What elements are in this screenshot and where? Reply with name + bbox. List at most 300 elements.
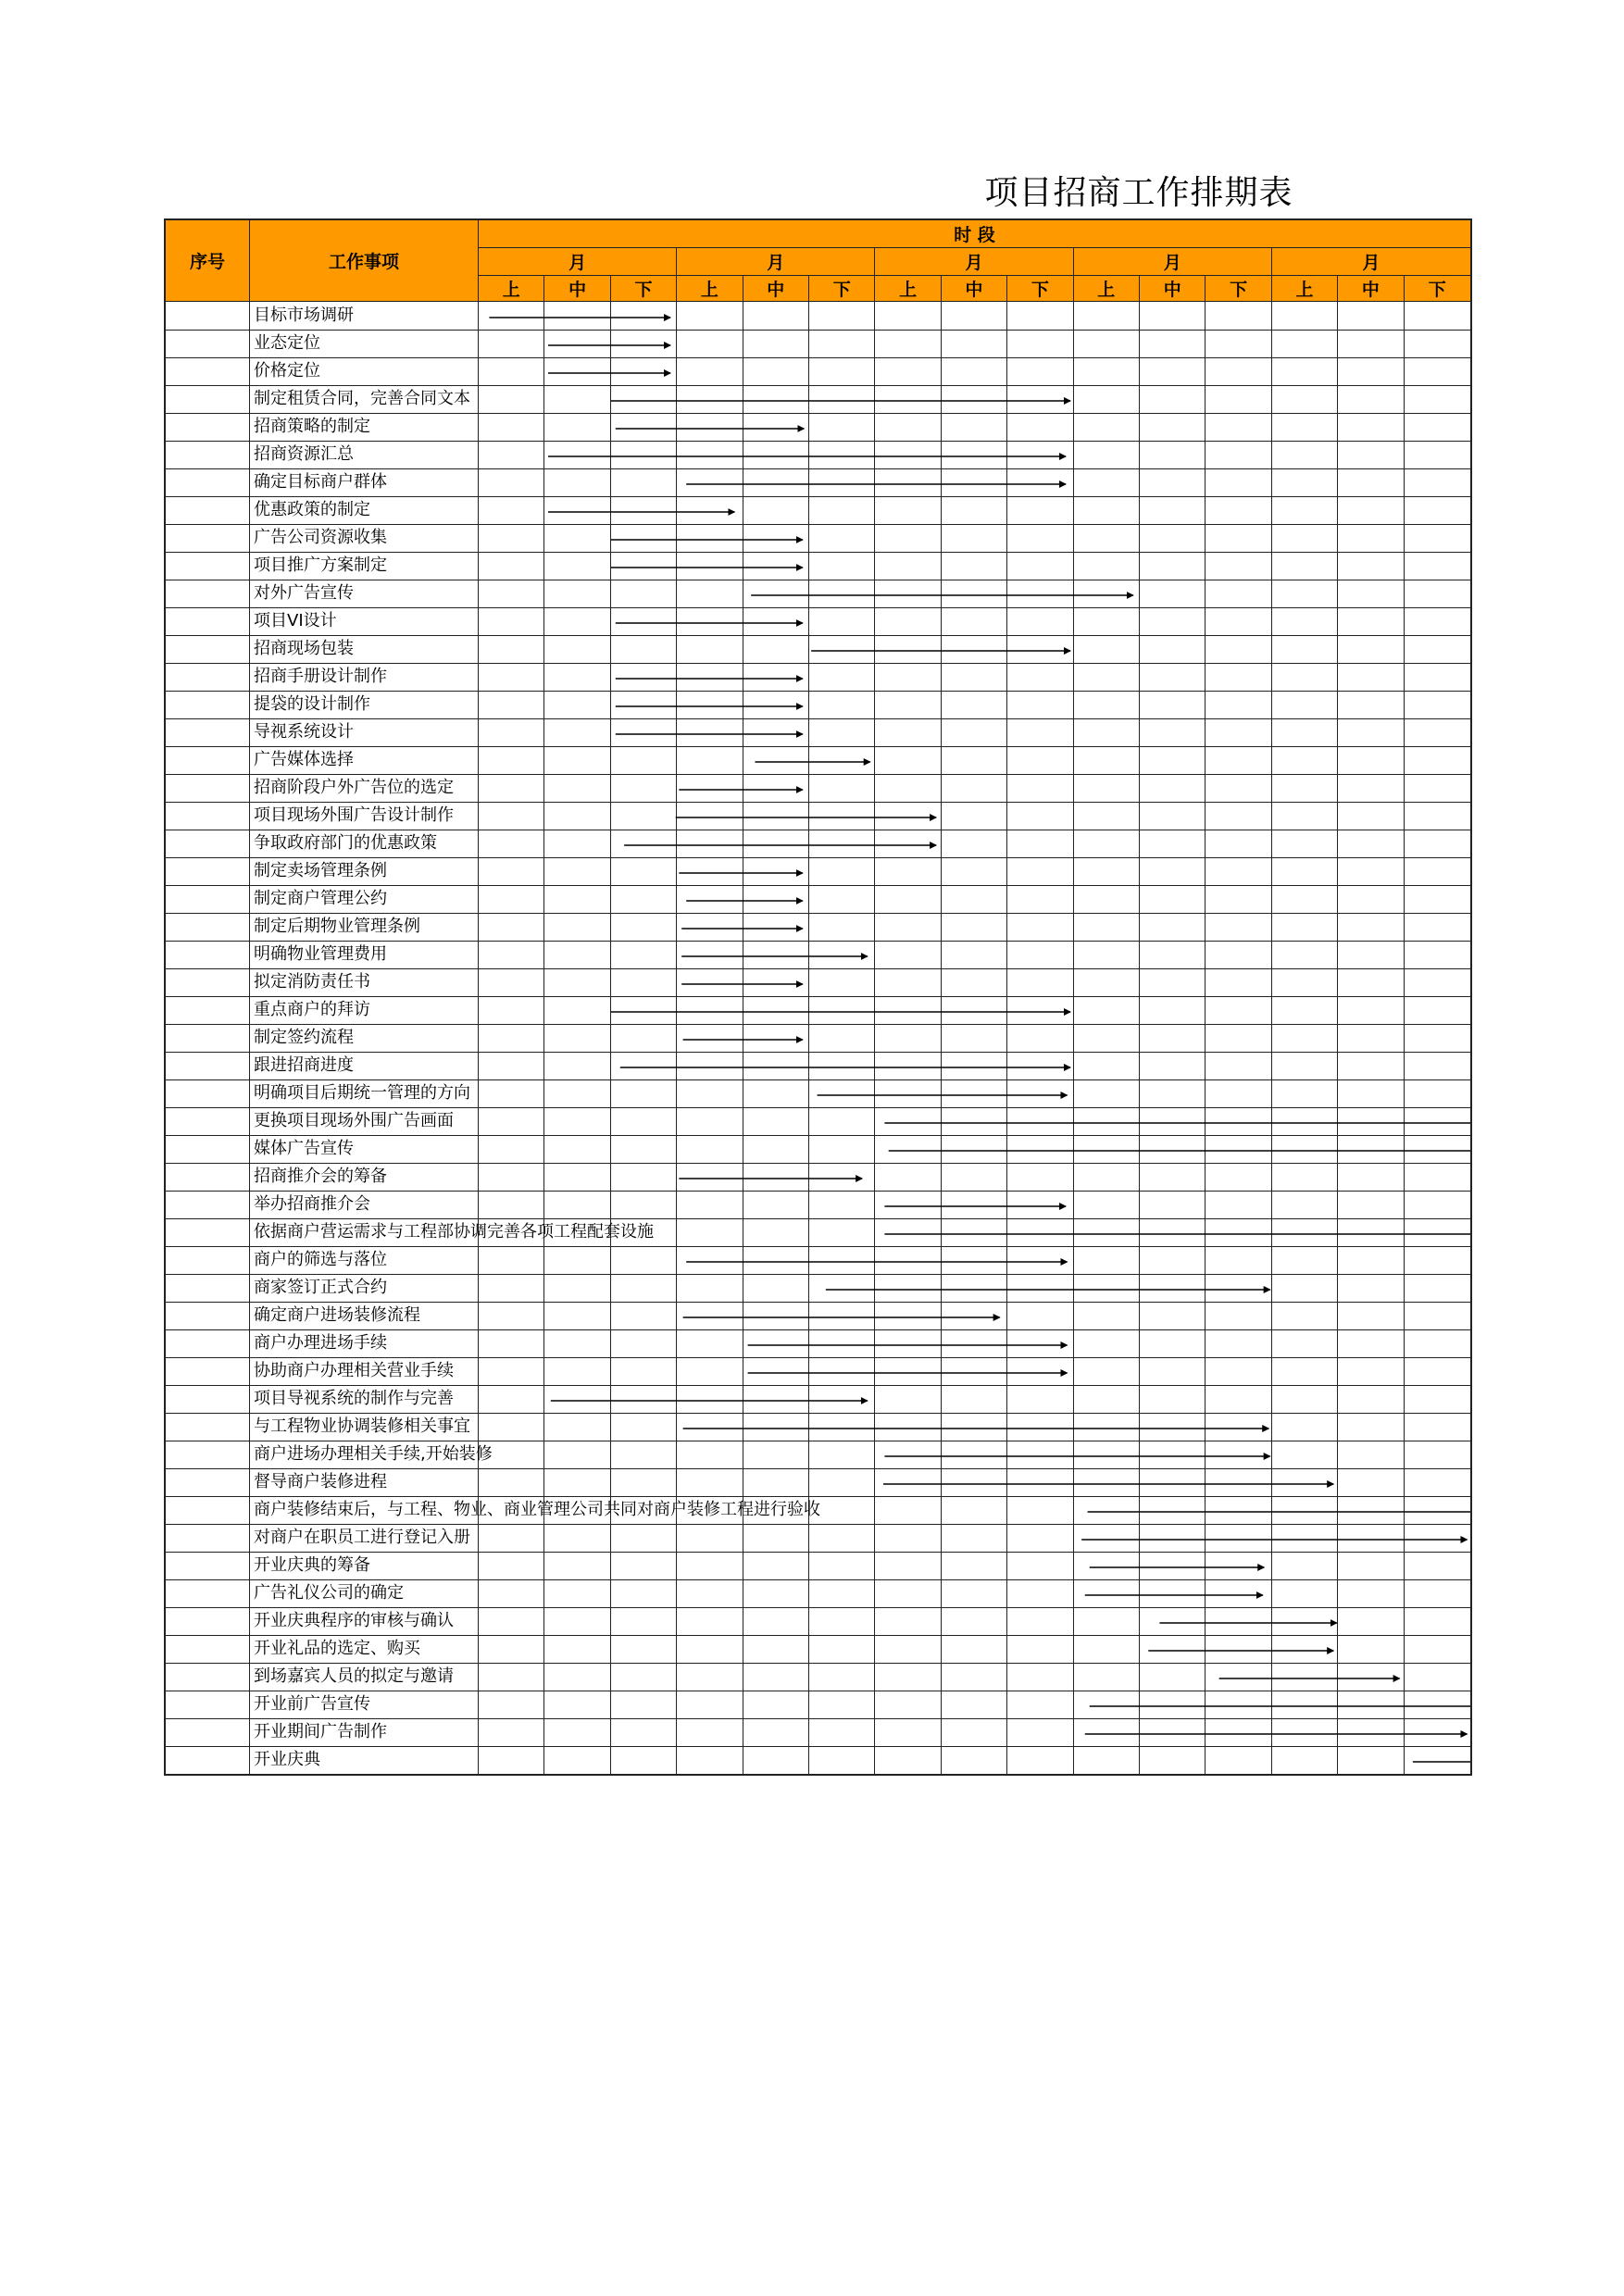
period-cell <box>1140 857 1206 886</box>
period-cell <box>1272 691 1338 719</box>
period-cell <box>544 607 610 636</box>
period-cell <box>611 1052 677 1080</box>
period-cell <box>1140 1302 1206 1330</box>
period-cell <box>743 302 809 331</box>
period-cell <box>677 1024 743 1053</box>
header-third: 中 <box>942 276 1007 302</box>
task-cell: 业态定位 <box>250 330 479 358</box>
period-cell <box>611 1468 677 1497</box>
period-cell <box>544 1552 610 1580</box>
header-third: 下 <box>1206 276 1271 302</box>
period-cell <box>479 1468 544 1497</box>
period-cell <box>1140 802 1206 830</box>
period-cell <box>479 607 544 636</box>
table-row <box>166 718 1470 746</box>
header-third: 上 <box>1272 276 1338 302</box>
task-cell: 明确项目后期统一管理的方向 <box>250 1079 479 1108</box>
period-cell <box>1272 857 1338 886</box>
period-cell <box>875 1163 941 1192</box>
period-cell <box>1338 302 1404 331</box>
seq-cell <box>166 524 250 553</box>
task-cell: 招商推介会的筹备 <box>250 1163 479 1192</box>
period-cell <box>809 635 875 664</box>
period-cell <box>743 1191 809 1219</box>
table-row <box>166 330 1470 357</box>
period-cell <box>1405 1274 1470 1303</box>
period-cell <box>942 1413 1007 1441</box>
period-cell <box>1405 1441 1470 1469</box>
period-cell <box>544 1691 610 1719</box>
period-cell <box>677 691 743 719</box>
period-cell <box>1405 1607 1470 1636</box>
period-cell <box>875 1496 941 1525</box>
table-row <box>166 468 1470 496</box>
period-cell <box>1272 1691 1338 1719</box>
period-cell <box>1338 1663 1404 1691</box>
period-cell <box>677 1718 743 1747</box>
table-row <box>166 1079 1470 1107</box>
period-cell <box>1338 385 1404 414</box>
period-cell <box>1007 1746 1073 1775</box>
task-cell: 协助商户办理相关营业手续 <box>250 1357 479 1386</box>
period-cell <box>1074 524 1140 553</box>
period-cell <box>611 552 677 580</box>
period-cell <box>1272 580 1338 608</box>
period-cell <box>942 691 1007 719</box>
task-cell: 招商资源汇总 <box>250 441 479 469</box>
period-cell <box>544 1468 610 1497</box>
period-cell <box>1405 385 1470 414</box>
period-cell <box>743 1441 809 1469</box>
period-cell <box>1338 746 1404 775</box>
period-cell <box>875 357 941 386</box>
period-cell <box>942 552 1007 580</box>
period-cell <box>1206 746 1271 775</box>
period-cell <box>1074 691 1140 719</box>
period-cell <box>1074 1441 1140 1469</box>
task-cell: 举办招商推介会 <box>250 1191 479 1219</box>
task-cell: 制定商户管理公约 <box>250 885 479 914</box>
period-cell <box>677 1079 743 1108</box>
period-cell <box>479 968 544 997</box>
period-cell <box>1272 1246 1338 1275</box>
period-cell <box>1140 580 1206 608</box>
period-cell <box>1272 1607 1338 1636</box>
period-cell <box>942 1524 1007 1553</box>
period-cell <box>1074 663 1140 692</box>
task-cell: 媒体广告宣传 <box>250 1135 479 1164</box>
period-cell <box>544 1635 610 1664</box>
period-cell <box>1405 357 1470 386</box>
period-cell <box>479 996 544 1025</box>
period-cell <box>1338 663 1404 692</box>
period-cell <box>1074 580 1140 608</box>
table-row <box>166 941 1470 968</box>
period-cell <box>1007 1635 1073 1664</box>
period-cell <box>1074 1663 1140 1691</box>
period-cell <box>1007 1191 1073 1219</box>
period-cell <box>875 1357 941 1386</box>
period-cell <box>677 1413 743 1441</box>
period-cell <box>1074 830 1140 858</box>
period-cell <box>875 1274 941 1303</box>
period-cell <box>1007 663 1073 692</box>
period-cell <box>875 718 941 747</box>
period-cell <box>544 635 610 664</box>
period-cell <box>677 968 743 997</box>
header-third: 下 <box>611 276 677 302</box>
period-cell <box>544 691 610 719</box>
period-cell <box>1074 1468 1140 1497</box>
period-cell <box>942 913 1007 942</box>
period-cell <box>677 302 743 331</box>
period-cell <box>611 1718 677 1747</box>
header-month: 月 <box>1272 248 1470 276</box>
period-cell <box>1140 1079 1206 1108</box>
period-cell <box>1338 1468 1404 1497</box>
period-cell <box>1140 774 1206 803</box>
table-row <box>166 857 1470 885</box>
period-cell <box>875 913 941 942</box>
period-cell <box>743 468 809 497</box>
table-row <box>166 1496 1470 1524</box>
period-cell <box>875 441 941 469</box>
period-cell <box>479 718 544 747</box>
seq-cell <box>166 580 250 608</box>
period-cell <box>1206 1385 1271 1414</box>
seq-cell <box>166 913 250 942</box>
period-cell <box>1405 746 1470 775</box>
seq-cell <box>166 1441 250 1469</box>
period-cell <box>544 1663 610 1691</box>
period-cell <box>809 1746 875 1775</box>
period-cell <box>1338 885 1404 914</box>
period-cell <box>479 413 544 442</box>
period-cell <box>1206 1107 1271 1136</box>
period-cell <box>1007 413 1073 442</box>
period-cell <box>479 496 544 525</box>
period-cell <box>1405 1079 1470 1108</box>
period-cell <box>809 1079 875 1108</box>
period-cell <box>611 913 677 942</box>
period-cell <box>1074 1052 1140 1080</box>
period-cell <box>809 330 875 358</box>
period-cell <box>677 1163 743 1192</box>
period-cell <box>1338 330 1404 358</box>
period-cell <box>479 1691 544 1719</box>
period-cell <box>809 996 875 1025</box>
period-cell <box>809 968 875 997</box>
period-cell <box>809 607 875 636</box>
seq-cell <box>166 330 250 358</box>
period-cell <box>1007 302 1073 331</box>
table-row <box>166 1441 1470 1468</box>
task-cell: 招商手册设计制作 <box>250 663 479 692</box>
period-cell <box>544 913 610 942</box>
period-cell <box>942 1052 1007 1080</box>
period-cell <box>1074 802 1140 830</box>
period-cell <box>1272 1024 1338 1053</box>
table-row <box>166 1052 1470 1079</box>
period-cell <box>743 330 809 358</box>
period-cell <box>809 1274 875 1303</box>
period-cell <box>544 1274 610 1303</box>
period-cell <box>1272 996 1338 1025</box>
task-cell: 开业期间广告制作 <box>250 1718 479 1747</box>
period-cell <box>942 802 1007 830</box>
period-cell <box>1206 413 1271 442</box>
period-cell <box>611 1552 677 1580</box>
period-cell <box>611 496 677 525</box>
period-cell <box>611 1329 677 1358</box>
period-cell <box>743 1246 809 1275</box>
period-cell <box>809 1607 875 1636</box>
task-cell: 开业庆典程序的审核与确认 <box>250 1607 479 1636</box>
period-cell <box>544 357 610 386</box>
period-cell <box>1140 830 1206 858</box>
period-cell <box>1405 1496 1470 1525</box>
seq-cell <box>166 1552 250 1580</box>
period-cell <box>1405 1052 1470 1080</box>
period-cell <box>809 802 875 830</box>
period-cell <box>611 302 677 331</box>
seq-cell <box>166 1385 250 1414</box>
period-cell <box>743 1329 809 1358</box>
seq-cell <box>166 1413 250 1441</box>
period-cell <box>809 357 875 386</box>
period-cell <box>1140 1607 1206 1636</box>
period-cell <box>1007 1163 1073 1192</box>
period-cell <box>1007 1302 1073 1330</box>
header-period: 时 段 <box>479 220 1470 248</box>
period-cell <box>1140 1691 1206 1719</box>
period-cell <box>1206 1663 1271 1691</box>
period-cell <box>1074 607 1140 636</box>
period-cell <box>479 1579 544 1608</box>
period-cell <box>1007 607 1073 636</box>
period-cell <box>1140 635 1206 664</box>
task-cell: 目标市场调研 <box>250 302 479 331</box>
period-cell <box>479 1746 544 1775</box>
period-cell <box>1338 1552 1404 1580</box>
period-cell <box>1272 330 1338 358</box>
period-cell <box>1405 1385 1470 1414</box>
period-cell <box>1338 1441 1404 1469</box>
period-cell <box>1338 1052 1404 1080</box>
period-cell <box>677 830 743 858</box>
period-cell <box>677 1691 743 1719</box>
period-cell <box>1272 913 1338 942</box>
seq-cell <box>166 1218 250 1247</box>
seq-cell <box>166 413 250 442</box>
period-cell <box>942 413 1007 442</box>
period-cell <box>1338 580 1404 608</box>
period-cell <box>677 857 743 886</box>
period-cell <box>1338 1218 1404 1247</box>
table-row <box>166 1302 1470 1329</box>
period-cell <box>611 1135 677 1164</box>
period-cell <box>1338 996 1404 1025</box>
period-cell <box>875 1746 941 1775</box>
period-cell <box>677 1385 743 1414</box>
period-cell <box>479 1191 544 1219</box>
period-cell <box>544 468 610 497</box>
table-row <box>166 885 1470 913</box>
header-third: 下 <box>1007 276 1073 302</box>
period-cell <box>1206 1524 1271 1553</box>
period-cell <box>1074 1524 1140 1553</box>
task-cell: 对商户在职员工进行登记入册 <box>250 1524 479 1553</box>
period-cell <box>479 1024 544 1053</box>
period-cell <box>1338 774 1404 803</box>
period-cell <box>875 385 941 414</box>
period-cell <box>1007 330 1073 358</box>
period-cell <box>942 1496 1007 1525</box>
period-cell <box>942 1718 1007 1747</box>
period-cell <box>544 385 610 414</box>
period-cell <box>479 746 544 775</box>
period-cell <box>611 413 677 442</box>
period-cell <box>1272 1274 1338 1303</box>
period-cell <box>1206 1329 1271 1358</box>
period-cell <box>1074 1107 1140 1136</box>
seq-cell <box>166 1246 250 1275</box>
period-cell <box>743 1357 809 1386</box>
table-row <box>166 1691 1470 1718</box>
period-cell <box>677 718 743 747</box>
period-cell <box>1338 1357 1404 1386</box>
period-cell <box>743 1607 809 1636</box>
period-cell <box>677 941 743 969</box>
seq-cell <box>166 607 250 636</box>
period-cell <box>544 1135 610 1164</box>
period-cell <box>942 746 1007 775</box>
task-cell: 开业前广告宣传 <box>250 1691 479 1719</box>
period-cell <box>479 1079 544 1108</box>
seq-cell <box>166 1468 250 1497</box>
period-cell <box>942 1579 1007 1608</box>
period-cell <box>942 1691 1007 1719</box>
period-cell <box>1405 1191 1470 1219</box>
period-cell <box>677 1552 743 1580</box>
period-cell <box>1405 1663 1470 1691</box>
period-cell <box>479 357 544 386</box>
period-cell <box>611 968 677 997</box>
seq-cell <box>166 1496 250 1525</box>
period-cell <box>611 691 677 719</box>
period-cell <box>1140 1107 1206 1136</box>
period-cell <box>1007 496 1073 525</box>
period-cell <box>677 580 743 608</box>
period-cell <box>942 1163 1007 1192</box>
header-month: 月 <box>1074 248 1272 276</box>
period-cell <box>544 580 610 608</box>
seq-cell <box>166 941 250 969</box>
period-cell <box>1074 1357 1140 1386</box>
task-cell: 对外广告宣传 <box>250 580 479 608</box>
period-cell <box>611 996 677 1025</box>
period-cell <box>942 1302 1007 1330</box>
period-cell <box>809 1552 875 1580</box>
period-cell <box>809 496 875 525</box>
period-cell <box>743 607 809 636</box>
period-cell <box>1140 941 1206 969</box>
period-cell <box>942 663 1007 692</box>
period-cell <box>1405 857 1470 886</box>
table-row <box>166 1218 1470 1246</box>
period-cell <box>1338 524 1404 553</box>
period-cell <box>809 774 875 803</box>
period-cell <box>743 663 809 692</box>
period-cell <box>1206 1468 1271 1497</box>
period-cell <box>1272 1746 1338 1775</box>
period-cell <box>809 857 875 886</box>
period-cell <box>611 1413 677 1441</box>
period-cell <box>809 663 875 692</box>
period-cell <box>544 718 610 747</box>
period-cell <box>1007 1246 1073 1275</box>
period-cell <box>875 1524 941 1553</box>
period-cell <box>611 1163 677 1192</box>
period-cell <box>942 1663 1007 1691</box>
period-cell <box>1338 552 1404 580</box>
period-cell <box>875 552 941 580</box>
seq-cell <box>166 496 250 525</box>
table-row <box>166 1413 1470 1441</box>
period-cell <box>942 607 1007 636</box>
period-cell <box>1272 441 1338 469</box>
period-cell <box>611 718 677 747</box>
period-cell <box>1074 1635 1140 1664</box>
header-third: 上 <box>677 276 743 302</box>
period-cell <box>1272 830 1338 858</box>
period-cell <box>1272 1496 1338 1525</box>
period-cell <box>1007 468 1073 497</box>
period-cell <box>677 1246 743 1275</box>
period-cell <box>677 441 743 469</box>
period-cell <box>942 1635 1007 1664</box>
period-cell <box>1074 1246 1140 1275</box>
seq-cell <box>166 885 250 914</box>
period-cell <box>875 1468 941 1497</box>
period-cell <box>677 1663 743 1691</box>
period-cell <box>942 1357 1007 1386</box>
period-cell <box>1140 1191 1206 1219</box>
period-cell <box>1007 1691 1073 1719</box>
period-cell <box>1272 941 1338 969</box>
period-cell <box>743 913 809 942</box>
period-cell <box>611 746 677 775</box>
period-cell <box>677 1302 743 1330</box>
period-cell <box>1007 802 1073 830</box>
period-cell <box>875 857 941 886</box>
period-cell <box>1272 1163 1338 1192</box>
period-cell <box>1206 691 1271 719</box>
period-cell <box>875 968 941 997</box>
period-cell <box>1272 1079 1338 1108</box>
period-cell <box>1007 1718 1073 1747</box>
period-cell <box>875 1552 941 1580</box>
period-cell <box>1405 1552 1470 1580</box>
task-cell: 导视系统设计 <box>250 718 479 747</box>
seq-cell <box>166 857 250 886</box>
period-cell <box>942 330 1007 358</box>
period-cell <box>479 635 544 664</box>
period-cell <box>1206 996 1271 1025</box>
period-cell <box>479 302 544 331</box>
period-cell <box>743 968 809 997</box>
period-cell <box>1007 857 1073 886</box>
